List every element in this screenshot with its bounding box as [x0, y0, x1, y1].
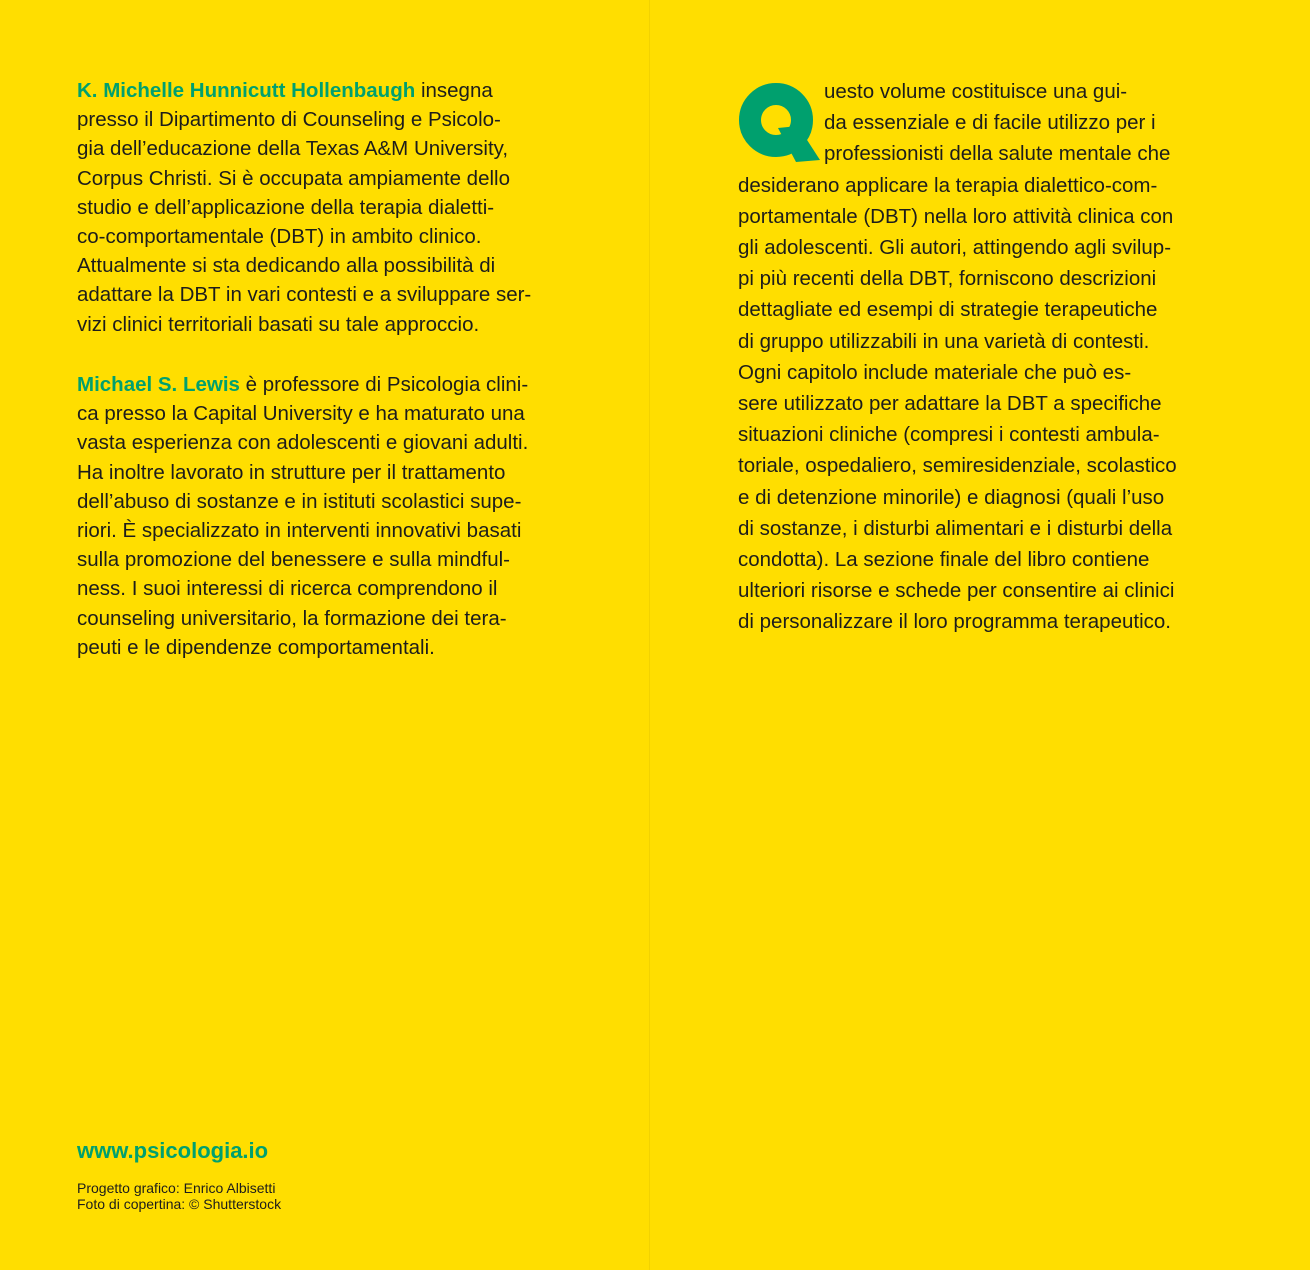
bio-first-line: K. Michelle Hunnicutt Hollenbaugh insegna	[77, 79, 493, 102]
photo-credit: Foto di copertina: © Shutterstock	[77, 1196, 282, 1212]
desc-line: gli adolescenti. Gli autori, attingendo agli svilup-	[738, 236, 1172, 260]
bio-line: dell’abuso di sostanze e in istituti scolastici supe-	[77, 489, 522, 513]
bio-line: gia dell’educazione della Texas A&M University,	[77, 137, 509, 161]
author-bio-hollenbaugh	[77, 76, 577, 339]
bio-line: ca presso la Capital University e ha maturato una	[77, 402, 525, 426]
bio-line: vizi clinici territoriali basati su tale approccio.	[77, 312, 480, 336]
desc-line: di sostanze, i disturbi alimentari e i disturbi della	[738, 516, 1173, 540]
bio-line: Ha inoltre lavorato in strutture per il trattamento	[77, 460, 506, 484]
desc-line: ulteriori risorse e schede per consentire ai clinici	[738, 579, 1175, 603]
bio-line: co-comportamentale (DBT) in ambito clinico.	[77, 225, 482, 249]
bio-line: riori. È specializzato in interventi innovativi basati	[77, 519, 522, 543]
desc-line: pi più recenti della DBT, forniscono descrizioni	[738, 267, 1157, 291]
bio-line: studio e dell’applicazione della terapia dialetti-	[77, 195, 495, 219]
desc-line: condotta). La sezione finale del libro contiene	[738, 548, 1150, 572]
desc-line: e di detenzione minorile) e diagnosi (quali l’uso	[738, 485, 1165, 509]
desc-line: sere utilizzato per adattare la DBT a specifiche	[738, 392, 1162, 416]
desc-line: professionisti della salute mentale che	[824, 142, 1171, 166]
desc-line: di personalizzare il loro programma terapeutico.	[738, 610, 1171, 634]
desc-line: toriale, ospedaliero, semiresidenziale, scolastico	[738, 454, 1177, 478]
author-name: K. Michelle Hunnicutt Hollenbaugh	[77, 79, 416, 102]
desc-line: dettagliate ed esempi di strategie terapeutiche	[738, 298, 1158, 322]
desc-line: desiderano applicare la terapia dialettico-com-	[738, 173, 1158, 197]
drop-cap-q	[738, 82, 820, 164]
author-name: Michael S. Lewis	[77, 373, 240, 396]
bio-line: vasta esperienza con adolescenti e giovani adulti.	[77, 431, 529, 455]
bio-line: Corpus Christi. Si è occupata ampiamente dello	[77, 166, 510, 190]
bio-first-line: Michael S. Lewis è professore di Psicologia clini-	[77, 373, 529, 396]
desc-line: situazioni cliniche (compresi i contesti ambula-	[738, 423, 1160, 447]
book-description	[738, 76, 1248, 638]
design-credit: Progetto grafico: Enrico Albisetti	[77, 1180, 276, 1196]
desc-line: portamentale (DBT) nella loro attività clinica con	[738, 204, 1174, 228]
author-bio-lewis	[77, 370, 577, 662]
bio-line: ness. I suoi interessi di ricerca comprendono il	[77, 577, 498, 601]
drop-cap-letter: Q	[738, 82, 739, 83]
bio-line: presso il Dipartimento di Counseling e Psicolo-	[77, 108, 501, 132]
bio-line: adattare la DBT in vari contesti e a sviluppare ser-	[77, 283, 532, 307]
website-link[interactable]: www.psicologia.io	[77, 1138, 269, 1163]
bio-line: sulla promozione del benessere e sulla mindful-	[77, 548, 511, 572]
desc-line: di gruppo utilizzabili in una varietà di contesti.	[738, 329, 1150, 353]
bio-line: counseling universitario, la formazione dei tera-	[77, 606, 507, 630]
bio-line: Attualmente si sta dedicando alla possibilità di	[77, 254, 496, 278]
desc-line: da essenziale e di facile utilizzo per i	[824, 111, 1156, 135]
bio-line: peuti e le dipendenze comportamentali.	[77, 635, 435, 659]
spine-fold	[649, 0, 650, 1270]
desc-line: uesto volume costituisce una gui-	[824, 80, 1128, 103]
desc-line: Ogni capitolo include materiale che può es-	[738, 360, 1132, 384]
credits	[77, 1180, 281, 1212]
